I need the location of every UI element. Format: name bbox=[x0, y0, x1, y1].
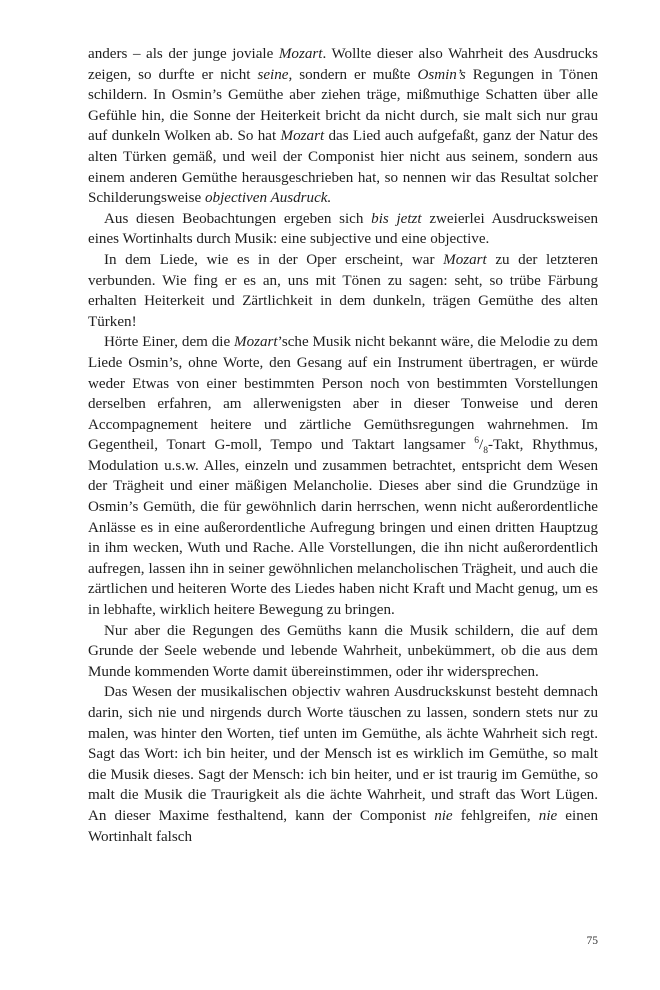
paragraph bbox=[88, 682, 598, 847]
paragraph bbox=[88, 209, 598, 250]
italic-text: nie bbox=[538, 807, 558, 824]
text-run: sondern er mußte bbox=[292, 66, 418, 83]
page-number: 75 bbox=[586, 935, 598, 947]
italic-text: Mozart bbox=[280, 128, 325, 145]
paragraph bbox=[88, 621, 598, 683]
time-signature-fraction: $^6/_8$ bbox=[474, 436, 488, 457]
paragraph bbox=[88, 250, 598, 332]
text-run: zweierlei Ausdrucksweisen eines Wortinhalts durch Musik: eine subjective und eine objective. bbox=[88, 210, 598, 248]
text-run: ’sche Musik nicht bekannt wäre, die Melodie zu dem Liede Osmin’s, ohne Worte, den Gesang auf ein Instrument übertragen, er würde weder Etwas von einer bestimmten Person noch von bestimmten Vorstellungen derselben erfahren, am allerwenigsten aber in dieser Tonweise und deren Accompagnement heitere und zärtliche Gemüthsregungen wahrnehmen. Im Gegentheil, Tonart G-moll, Tempo und Taktart langsamer bbox=[88, 334, 598, 454]
italic-text: bis jetzt bbox=[371, 210, 422, 227]
page-body bbox=[88, 44, 598, 847]
fraction-numerator: 6 bbox=[474, 436, 479, 447]
text-run: das Lied auch aufgefaßt, ganz der Natur des alten Türken gemäß, und weil der Componist hier nicht aus seinem, sondern aus einem anderen Gemüthe herausgeschrieben hat, so nennen wir das Resultat solcher Schilderungsweise bbox=[88, 128, 598, 207]
text-run: Hörte Einer, dem die bbox=[104, 334, 235, 351]
text-run: Das Wesen der musikalischen objectiv wahren Ausdruckskunst besteht demnach darin, sich nie und nirgends durch Worte täuschen zu lassen, sondern stets nur zu malen, was hinter den Worten, tief unten im Gemüthe, als ächte Wahrheit sich regt. Sagt das Wort: ich bin heiter, und der Mensch ist es wirklich im Gemüthe, so malt die Musik dieses. Sagt der Mensch: ich bin heiter, und er ist traurig im Gemüthe, so malt die Musik die Traurigkeit als die ächte Wahrheit, und straft das Wort Lügen. An dieser Maxime festhaltend, kann der Componist bbox=[88, 684, 598, 824]
text-run: zu der letzteren verbunden. Wie fing er es an, uns mit Tönen zu sagen: seht, so trübe Färbung erhalten Heiterkeit und Zärtlichkeit in dem dunkeln, trägen Gemüthe des alten Türken! bbox=[88, 251, 599, 330]
text-run: Regungen in Tönen schildern. In Osmin’s Gemüthe aber ziehen träge, mißmuthige Schatten über alle Gefühle hin, die Sonne der Heiterkeit bricht da nicht durch, sie malt sich nur grau auf dunkeln Wolken ab. So hat bbox=[88, 66, 598, 145]
text-run: einen Wortinhalt falsch bbox=[88, 807, 598, 845]
italic-text: Mozart bbox=[234, 334, 278, 351]
italic-text: Osmin’s bbox=[417, 66, 466, 83]
text-run: -Takt, Rhythmus, Modulation u.s.w. Alles, einzeln und zusammen betrachtet, entspricht dem Wesen der Trägheit und einer mäßigen Melancholie. Dieses aber sind die Grundzüge in Osmin’s Gemüth, die für gewöhnlich darin herrschen, wenn nicht außerordentliche Anlässe es in eine außerordentliche Aufregung bringen und einen dritten Hauptzug in ihm wecken, Wuth und Rache. Alle Vorstellungen, die ihn nicht außerordentlich aufregen, lassen ihn in seiner gewöhnlichen melancholischen Trägheit, und auch die zärtlichen und heiteren Worte des Liedes haben nicht Kraft und Macht genug, um es in lebhafte, wirklich heitere Bewegung zu bringen. bbox=[88, 437, 598, 619]
italic-text: objectiven Ausdruck. bbox=[204, 190, 332, 207]
text-run: anders – als der junge joviale bbox=[88, 46, 279, 62]
italic-text: Mozart bbox=[443, 251, 487, 268]
paragraph bbox=[88, 44, 598, 209]
text-run: . Wollte dieser also Wahrheit des Ausdrucks zeigen, so durfte er nicht bbox=[88, 46, 598, 83]
text-run: fehlgreifen, bbox=[452, 807, 539, 824]
paragraph bbox=[88, 332, 598, 620]
italic-text: Mozart bbox=[278, 46, 323, 62]
italic-text: seine, bbox=[257, 66, 293, 83]
fraction-denominator: 8 bbox=[483, 446, 488, 457]
italic-text: nie bbox=[434, 807, 453, 824]
text-run: Aus diesen Beobachtungen ergeben sich bbox=[104, 210, 372, 227]
text-run: Nur aber die Regungen des Gemüths kann die Musik schildern, die auf dem Grunde der Seele webende und lebende Wahrheit, unbekümmert, ob die aus dem Munde kommenden Worte damit übereinstimmen, oder ihr widersprechen. bbox=[88, 622, 598, 680]
text-run: In dem Liede, wie es in der Oper erscheint, war bbox=[104, 251, 444, 268]
